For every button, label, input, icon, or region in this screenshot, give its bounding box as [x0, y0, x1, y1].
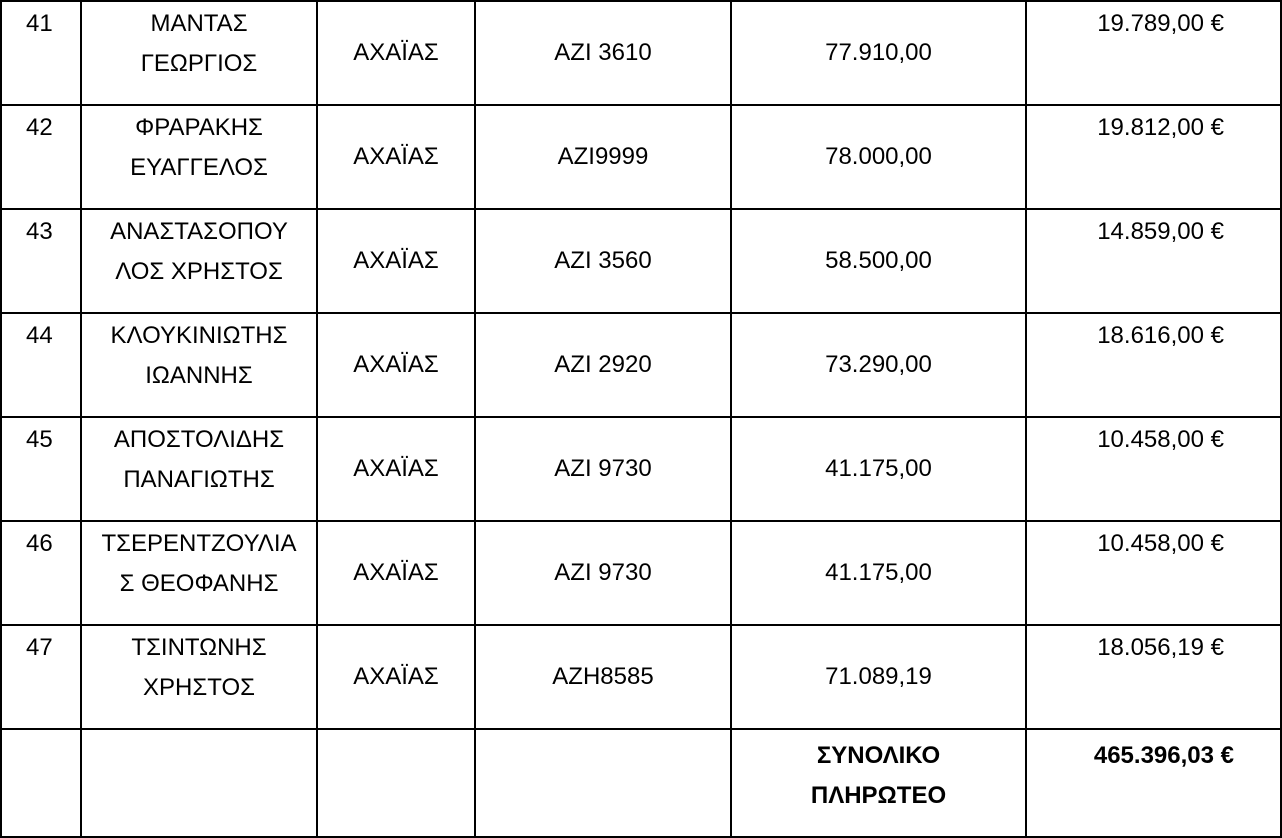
region: ΑΧΑΪΑΣ	[317, 625, 475, 729]
total-label	[731, 729, 1026, 837]
registration-code: AZI 9730	[475, 417, 731, 521]
empty-cell	[317, 729, 475, 837]
empty-cell	[81, 729, 317, 837]
row-number: 46	[1, 521, 81, 625]
base-value: 78.000,00	[731, 105, 1026, 209]
table-row	[1, 521, 1281, 625]
beneficiary-name	[81, 521, 317, 625]
registration-code: AZH8585	[475, 625, 731, 729]
beneficiary-name	[81, 209, 317, 313]
total-label-line: ΠΛΗΡΩΤΕΟ	[810, 782, 947, 809]
name-line: ΜΑΝΤΑΣ	[150, 10, 248, 37]
name-line: ΑΠΟΣΤΟΛΙΔΗΣ	[113, 426, 285, 453]
name-line: ΚΛΟΥΚΙΝΙΩΤΗΣ	[110, 322, 288, 349]
payable-amount: 10.458,00 €	[1026, 417, 1281, 521]
table-row	[1, 625, 1281, 729]
row-number: 43	[1, 209, 81, 313]
registration-code: AZI 3610	[475, 1, 731, 105]
row-number: 47	[1, 625, 81, 729]
base-value: 77.910,00	[731, 1, 1026, 105]
total-label-line: ΣΥΝΟΛΙΚΟ	[816, 742, 941, 769]
region: ΑΧΑΪΑΣ	[317, 417, 475, 521]
beneficiary-name	[81, 417, 317, 521]
base-value: 41.175,00	[731, 417, 1026, 521]
table-row	[1, 105, 1281, 209]
total-amount: 465.396,03 €	[1026, 729, 1281, 837]
base-value: 41.175,00	[731, 521, 1026, 625]
payable-amount: 18.056,19 €	[1026, 625, 1281, 729]
empty-cell	[475, 729, 731, 837]
name-line: ΤΣΙΝΤΩΝΗΣ	[131, 634, 267, 661]
beneficiary-name	[81, 313, 317, 417]
row-number: 42	[1, 105, 81, 209]
name-line: Σ ΘΕΟΦΑΝΗΣ	[119, 570, 279, 597]
name-line: ΦΡΑΡΑΚΗΣ	[135, 114, 263, 141]
payable-amount: 19.789,00 €	[1026, 1, 1281, 105]
table-row	[1, 1, 1281, 105]
total-row	[1, 729, 1281, 837]
table-row	[1, 417, 1281, 521]
name-line: ΠΑΝΑΓΙΩΤΗΣ	[123, 466, 275, 493]
beneficiary-name	[81, 105, 317, 209]
name-line: ΤΣΕΡΕΝΤΖΟΥΛΙΑ	[101, 530, 297, 557]
name-line: ΧΡΗΣΤΟΣ	[143, 674, 255, 701]
payable-amount: 18.616,00 €	[1026, 313, 1281, 417]
payable-amount: 10.458,00 €	[1026, 521, 1281, 625]
name-line: ΙΩΑΝΝΗΣ	[145, 362, 253, 389]
beneficiary-name	[81, 625, 317, 729]
name-line: ΛΟΣ ΧΡΗΣΤΟΣ	[115, 258, 283, 285]
base-value: 71.089,19	[731, 625, 1026, 729]
region: ΑΧΑΪΑΣ	[317, 1, 475, 105]
beneficiary-name	[81, 1, 317, 105]
name-line: ΓΕΩΡΓΙΟΣ	[140, 50, 258, 77]
registration-code: AZI 2920	[475, 313, 731, 417]
row-number: 41	[1, 1, 81, 105]
table-row	[1, 209, 1281, 313]
base-value: 73.290,00	[731, 313, 1026, 417]
name-line: ΕΥΑΓΓΕΛΟΣ	[130, 154, 268, 181]
empty-cell	[1, 729, 81, 837]
row-number: 45	[1, 417, 81, 521]
row-number: 44	[1, 313, 81, 417]
name-line: ΑΝΑΣΤΑΣΟΠΟΥ	[110, 218, 288, 245]
base-value: 58.500,00	[731, 209, 1026, 313]
region: ΑΧΑΪΑΣ	[317, 313, 475, 417]
table-row	[1, 313, 1281, 417]
payable-amount: 19.812,00 €	[1026, 105, 1281, 209]
region: ΑΧΑΪΑΣ	[317, 521, 475, 625]
region: ΑΧΑΪΑΣ	[317, 209, 475, 313]
registration-code: AZI9999	[475, 105, 731, 209]
registration-code: AZI 9730	[475, 521, 731, 625]
region: ΑΧΑΪΑΣ	[317, 105, 475, 209]
registration-code: AZI 3560	[475, 209, 731, 313]
payable-amount: 14.859,00 €	[1026, 209, 1281, 313]
